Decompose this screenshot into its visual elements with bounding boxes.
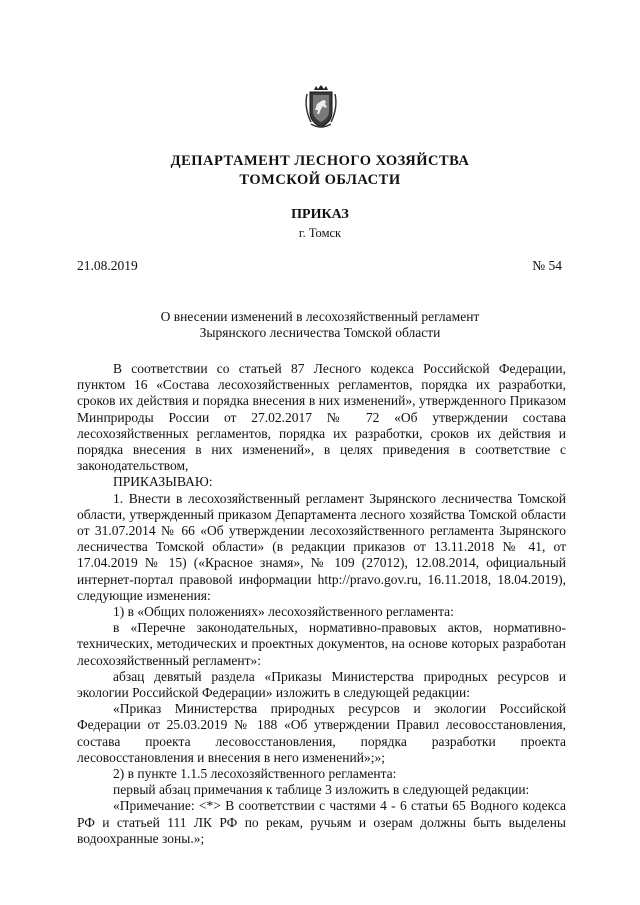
department-title-line1: ДЕПАРТАМЕНТ ЛЕСНОГО ХОЗЯЙСТВА xyxy=(170,153,470,169)
order-subject xyxy=(0,309,640,341)
subject-line2: Зырянского лесничества Томской области xyxy=(199,325,441,340)
order-body xyxy=(77,361,566,847)
body-paragraph: 1. Внести в лесохозяйственный регламент Зырянского лесничества Томской области, утвержденный приказом Департамента лесного хозяйства Томской области от 31.07.2014 № 66 «Об утверждении лесохозяйственного регламента Зырянского лесничества Томской области» (в редакции приказов от 13.11.2018 № 41, от 17.04.2019 № 15) («Красное знамя», № 109 (27012), 12.08.2014, официальный интернет-портал правовой информации http://pravo.gov.ru, 16.11.2018, 18.04.2019), следующие изменения: xyxy=(77,490,566,603)
body-paragraph: 2) в пункте 1.1.5 лесохозяйственного регламента: xyxy=(113,766,397,782)
order-date: 21.08.2019 xyxy=(77,258,138,273)
document-type: ПРИКАЗ xyxy=(291,207,349,222)
body-paragraph: первый абзац примечания к таблице 3 изложить в следующей редакции: xyxy=(113,782,530,798)
body-paragraph: абзац девятый раздела «Приказы Министерства природных ресурсов и экологии Российской Федерации» изложить в следующей редакции: xyxy=(77,668,566,701)
body-paragraph: 1) в «Общих положениях» лесохозяйственного регламента: xyxy=(113,604,454,620)
body-paragraph: В соответствии со статьей 87 Лесного кодекса Российской Федерации, пунктом 16 «Состава лесохозяйственных регламентов, порядка их разработки, сроков их действия и порядка внесения в них изменений», утвержденного Приказом Минприроды России от 27.02.2017 № 72 «Об утверждении состава лесохозяйственных регламентов, порядка их разработки, сроков их действия и порядка внесения в них изменений», в целях приведения в соответствие с законодательством, xyxy=(77,361,566,474)
body-paragraph: «Примечание: <*> В соответствии с частями 4 - 6 статьи 65 Водного кодекса РФ и статьей 111 ЛК РФ по рекам, ручьям и озерам должны быть выделены водоохранные зоны.»; xyxy=(77,798,566,846)
order-number: № 54 xyxy=(532,258,562,273)
subject-line1: О внесении изменений в лесохозяйственный регламент xyxy=(160,309,480,324)
coat-of-arms-emblem xyxy=(303,84,339,130)
city: г. Томск xyxy=(298,226,342,240)
body-paragraph: ПРИКАЗЫВАЮ: xyxy=(113,474,213,490)
department-title-line2: ТОМСКОЙ ОБЛАСТИ xyxy=(239,172,401,188)
body-paragraph: в «Перечне законодательных, нормативно-правовых актов, нормативно-технических, методических и проектных документов, на основе которых разработан лесохозяйственный регламент»: xyxy=(77,620,566,668)
body-paragraph: «Приказ Министерства природных ресурсов и экологии Российской Федерации от 25.03.2019 № 188 «Об утверждении Правил лесовосстановления, состава проекта лесовосстановления, порядка разработки проекта лесовосстановления и внесения в него изменений»;»; xyxy=(77,701,566,765)
